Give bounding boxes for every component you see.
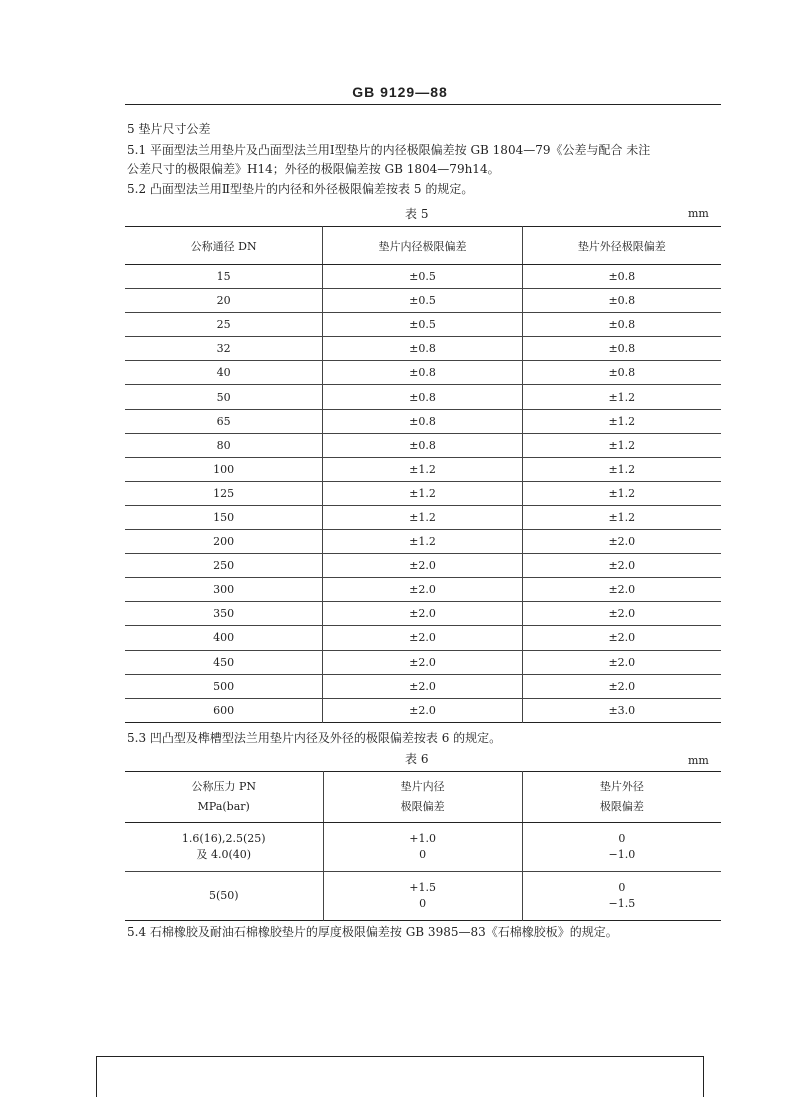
table6-header-pn [125,772,323,823]
table5-cell: 500 [125,674,323,698]
table-6 [125,771,721,921]
table5-cell: ±1.2 [323,505,522,529]
table6-cell [323,823,522,872]
table-row [125,674,721,698]
table5-cell: ±2.0 [323,626,522,650]
table5-cell: 50 [125,385,323,409]
table-row [125,385,721,409]
table5-cell: 65 [125,409,323,433]
table-row [125,626,721,650]
table-row [125,578,721,602]
table-row [125,481,721,505]
para-5-2: 5.2 凸面型法兰用Ⅱ型垫片的内径和外径极限偏差按表 5 的规定。 [127,182,474,196]
table5-cell: ±0.8 [522,265,721,289]
table5-cell: ±2.0 [522,602,721,626]
cell-line: −1.0 [608,848,636,861]
table-row [125,505,721,529]
cell-line: +1.0 [409,832,436,845]
para-5-4: 5.4 石棉橡胶及耐油石棉橡胶垫片的厚度极限偏差按 GB 3985—83《石棉橡胶板》的规定。 [127,925,618,939]
table5-cell: ±2.0 [522,650,721,674]
table5-cell: 150 [125,505,323,529]
table5-cell: 350 [125,602,323,626]
table5-cell: ±1.2 [522,457,721,481]
table5-cell: 15 [125,265,323,289]
table5-cell: ±0.8 [323,433,522,457]
table6-header-pn-line1: 公称压力 PN [191,780,257,793]
table5-cell: ±0.8 [522,361,721,385]
table5-cell: 125 [125,481,323,505]
table5-cell: ±1.2 [522,385,721,409]
cell-line: 1.6(16),2.5(25) [181,832,266,845]
table5-cell: ±0.5 [323,313,522,337]
table-row [125,554,721,578]
table5-cell: ±0.5 [323,289,522,313]
table5-cell: ±2.0 [522,626,721,650]
table5-cell: ±0.8 [323,385,522,409]
table5-cell: ±2.0 [323,698,522,722]
table5-cell: ±2.0 [323,674,522,698]
table5-header-inner: 垫片内径极限偏差 [323,227,522,265]
table5-cell: ±1.2 [323,457,522,481]
table5-cell: ±1.2 [323,481,522,505]
table-row [125,409,721,433]
table5-cell: ±1.2 [323,530,522,554]
table6-cell [522,823,721,872]
table5-cell: ±0.8 [323,361,522,385]
table5-cell: 200 [125,530,323,554]
table6-header-outer-line2: 极限偏差 [599,800,644,813]
table6-caption: 表 6 [405,752,429,766]
table5-cell: 300 [125,578,323,602]
table-row [125,457,721,481]
table6-cell [125,872,323,921]
table5-cell: ±2.0 [323,578,522,602]
table5-cell: ±1.2 [522,505,721,529]
table5-cell: ±2.0 [323,554,522,578]
table5-header-row [125,227,721,265]
table5-cell: 32 [125,337,323,361]
table6-cell [522,872,721,921]
cell-line: 0 [419,848,427,861]
header-rule [125,104,721,105]
table5-cell: ±2.0 [522,530,721,554]
para-5-1-line2: 公差尺寸的极限偏差》H14；外径的极限偏差按 GB 1804—79h14。 [127,162,500,176]
table6-cell [323,872,522,921]
table5-cell: 40 [125,361,323,385]
table5-cell: ±0.8 [522,289,721,313]
table-row [125,823,721,872]
table5-cell: ±2.0 [323,602,522,626]
table6-header-row [125,772,721,823]
table-row [125,872,721,921]
table-row [125,433,721,457]
table5-cell: ±0.8 [323,337,522,361]
cell-line: 5(50) [208,889,239,902]
table5-cell: ±1.2 [522,409,721,433]
table5-cell: 20 [125,289,323,313]
table5-unit: mm [688,207,709,220]
cell-line: 0 [618,832,626,845]
table-row [125,313,721,337]
table6-header-outer [522,772,721,823]
table-row [125,265,721,289]
table-5 [125,226,721,723]
table5-cell: ±2.0 [522,554,721,578]
table5-cell: ±0.5 [323,265,522,289]
table-row [125,650,721,674]
cell-line: +1.5 [409,881,436,894]
table5-cell: ±0.8 [323,409,522,433]
table5-cell: 400 [125,626,323,650]
table5-cell: ±0.8 [522,337,721,361]
table5-cell: ±0.8 [522,313,721,337]
table5-header-outer: 垫片外径极限偏差 [522,227,721,265]
table6-header-pn-line2: MPa(bar) [197,800,250,813]
table5-cell: 250 [125,554,323,578]
cell-line: 0 [618,881,626,894]
table5-cell: ±1.2 [522,433,721,457]
table5-cell: 80 [125,433,323,457]
table5-cell: 600 [213,703,235,717]
table5-cell: ±2.0 [323,650,522,674]
table6-cell [125,823,323,872]
table-row [125,289,721,313]
table6-header-outer-line1: 垫片外径 [599,780,644,793]
table5-cell: ±2.0 [522,578,721,602]
cell-line: 0 [419,897,427,910]
table-row [125,361,721,385]
cell-line: 及 4.0(40) [196,848,252,861]
para-5-1-line1: 5.1 平面型法兰用垫片及凸面型法兰用Ⅰ型垫片的内径极限偏差按 GB 1804—79《公差与配合 未注 [127,143,651,157]
table6-unit: mm [688,754,709,767]
table6-header-inner-line1: 垫片内径 [400,780,445,793]
table5-header-dn: 公称通径 DN [125,227,323,265]
table5-cell: ±3.0 [522,698,721,722]
table5-cell: 450 [125,650,323,674]
table6-header-inner-line2: 极限偏差 [400,800,445,813]
cell-line: −1.5 [608,897,636,910]
table-row [125,337,721,361]
table5-cell: ±1.2 [522,481,721,505]
table-row [125,602,721,626]
table-row [125,698,721,722]
table5-caption: 表 5 [405,207,429,221]
section-title: 5 垫片尺寸公差 [127,122,211,136]
page-header: GB 9129—88 [352,84,448,100]
table-row [125,530,721,554]
para-5-3: 5.3 凹凸型及榫槽型法兰用垫片内径及外径的极限偏差按表 6 的规定。 [127,731,502,745]
table5-cell: 25 [125,313,323,337]
table5-cell: 100 [125,457,323,481]
table6-header-inner [323,772,522,823]
table5-cell: ±2.0 [522,674,721,698]
